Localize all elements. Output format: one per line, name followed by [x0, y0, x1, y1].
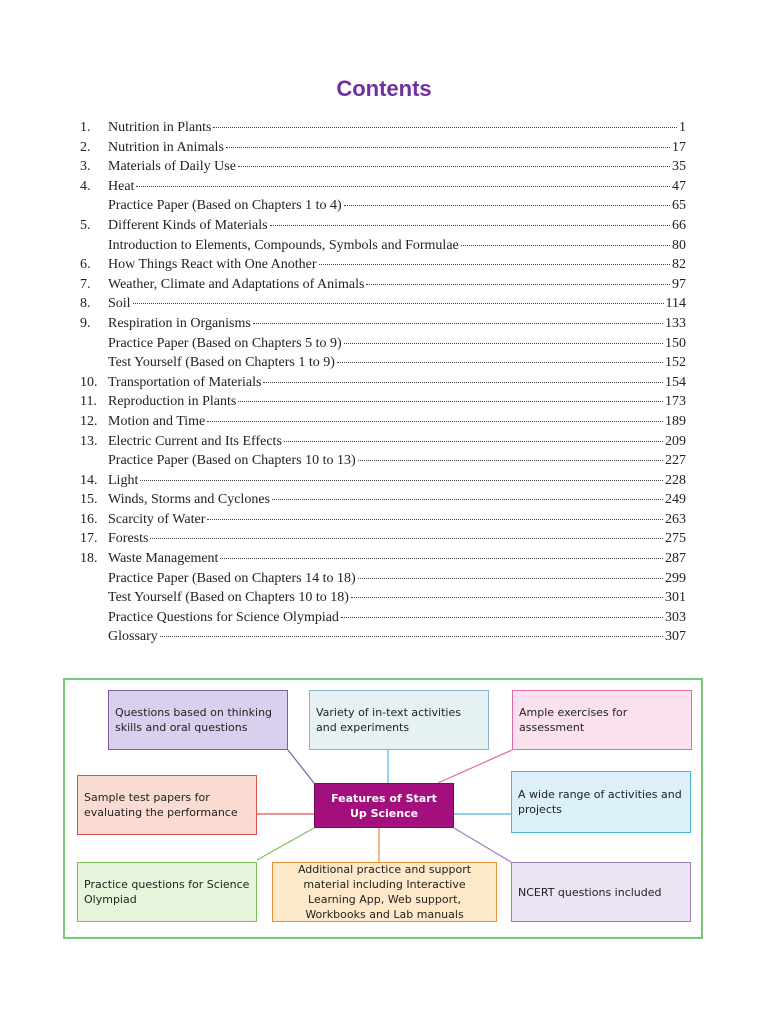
toc-entry-number: 16.	[80, 511, 98, 527]
toc-entry-title: Waste Management	[108, 551, 219, 567]
toc-entry-page: 263	[665, 511, 686, 527]
toc-entry-page: 154	[665, 374, 686, 390]
toc-entry-page: 133	[665, 315, 686, 331]
toc-entry-title: Materials of Daily Use	[108, 159, 236, 175]
toc-entry-number: 9.	[80, 315, 91, 331]
toc-entry-page: 189	[665, 413, 686, 429]
toc-entry-number: 12.	[80, 413, 98, 429]
feature-box	[511, 862, 691, 922]
feature-box-text: A wide range of activities and projects	[518, 788, 682, 816]
toc-entry-number: 18.	[80, 551, 98, 567]
toc-entry-title: Forests	[108, 531, 149, 547]
toc-entry-page: 287	[665, 551, 686, 567]
toc-entry-title: Winds, Storms and Cyclones	[108, 492, 270, 508]
feature-box	[77, 775, 257, 835]
feature-box-text: Variety of in-text activities and experiments	[316, 706, 461, 734]
toc-entry-page: 249	[665, 492, 686, 508]
toc-entry-number: 6.	[80, 257, 91, 273]
toc-entry-number: 14.	[80, 472, 98, 488]
toc-entry-page: 97	[672, 276, 686, 292]
toc-entry-title: How Things React with One Another	[108, 257, 317, 273]
toc-entry-title: Weather, Climate and Adaptations of Animals	[108, 276, 365, 292]
connector-line	[438, 750, 512, 783]
toc-entry-page: 301	[665, 590, 686, 606]
toc-entry-number: 4.	[80, 178, 91, 194]
toc-entry-page: 209	[665, 433, 686, 449]
toc-entry-title: Light	[108, 472, 139, 488]
toc-entry-number: 13.	[80, 433, 98, 449]
toc-entry-title: Nutrition in Animals	[108, 139, 224, 155]
connector-line	[454, 828, 511, 862]
toc-entry-number: 3.	[80, 159, 91, 175]
toc-entry-number: 5.	[80, 217, 91, 233]
toc-entry-page: 1	[679, 120, 686, 135]
feature-box	[511, 771, 691, 833]
feature-box-text: Questions based on thinking skills and oral questions	[115, 706, 273, 734]
feature-box	[108, 690, 288, 750]
toc-entry-number: 8.	[80, 296, 91, 312]
feature-box-text: Additional practice and support material including Interactive Learning App, Web support, Workbooks and Lab manuals	[297, 863, 472, 921]
feature-box	[512, 690, 692, 750]
toc-entry-title: Scarcity of Water	[108, 511, 206, 527]
feature-box	[309, 690, 489, 750]
toc-entry-page: 17	[672, 139, 686, 155]
toc-entry-number: 2.	[80, 139, 91, 155]
feature-box-text: Practice questions for Science Olympiad	[84, 878, 250, 906]
toc-entry-page: 228	[665, 472, 686, 488]
toc-entry-page: 150	[665, 335, 686, 351]
toc-entry-page: 307	[665, 629, 686, 645]
toc-entry-title: Electric Current and Its Effects	[108, 433, 282, 449]
toc-entry-title: Different Kinds of Materials	[108, 217, 268, 233]
toc-entry-page: 35	[672, 159, 686, 175]
toc-entry-title: Soil	[108, 296, 131, 312]
feature-box-text: NCERT questions included	[518, 885, 662, 899]
toc-entry-title: Nutrition in Plants	[108, 120, 212, 135]
toc-entry-title: Test Yourself (Based on Chapters 1 to 9)	[108, 355, 335, 371]
toc-entry-page: 152	[665, 355, 686, 371]
toc-entry-title: Glossary	[108, 629, 158, 645]
toc-entry-title: Practice Paper (Based on Chapters 1 to 4)	[108, 198, 342, 214]
toc-entry-page: 65	[672, 198, 686, 214]
toc-entry-number: 1.	[80, 120, 91, 135]
feature-box	[77, 862, 257, 922]
toc-entry-number: 11.	[80, 394, 97, 410]
toc-entry-title: Introduction to Elements, Compounds, Symbols and Formulae	[108, 237, 459, 253]
toc-entry-title: Practice Questions for Science Olympiad	[108, 609, 339, 625]
toc-entry-page: 275	[665, 531, 686, 547]
toc-entry-page: 66	[672, 217, 686, 233]
toc-entry-page: 299	[665, 570, 686, 586]
feature-box-text: Ample exercises for assessment	[519, 706, 628, 734]
toc-entry-page: 227	[665, 453, 686, 469]
toc-entry-title: Heat	[108, 178, 135, 194]
toc-entry-number: 10.	[80, 374, 98, 390]
toc-entry-number: 7.	[80, 276, 91, 292]
features-center-label: Features of Start Up Science	[331, 791, 437, 820]
toc-entry-title: Practice Paper (Based on Chapters 5 to 9)	[108, 335, 342, 351]
toc-entry-page: 114	[665, 296, 686, 312]
features-center-box	[314, 783, 454, 828]
toc-entry-number: 15.	[80, 492, 98, 508]
page-title: Contents	[336, 76, 432, 101]
feature-box	[272, 862, 497, 922]
toc-entry-page: 80	[672, 237, 686, 253]
toc-entry-page: 173	[665, 394, 686, 410]
toc-entry-title: Test Yourself (Based on Chapters 10 to 18)	[108, 590, 349, 606]
toc-entry-page: 82	[672, 257, 686, 273]
toc-entry-title: Practice Paper (Based on Chapters 10 to 13)	[108, 453, 356, 469]
toc-entry-page: 303	[665, 609, 686, 625]
toc-entry-title: Motion and Time	[108, 413, 206, 429]
toc-entry-title: Transportation of Materials	[108, 374, 262, 390]
toc-entry-title: Practice Paper (Based on Chapters 14 to 18)	[108, 570, 356, 586]
toc-entry-page: 47	[672, 178, 686, 194]
toc-entry-title: Respiration in Organisms	[108, 315, 251, 331]
connector-line	[257, 828, 314, 860]
toc-entry-number: 17.	[80, 531, 98, 547]
toc-entry-title: Reproduction in Plants	[108, 394, 237, 410]
connector-line	[288, 750, 314, 783]
feature-box-text: Sample test papers for evaluating the performance	[84, 791, 238, 819]
